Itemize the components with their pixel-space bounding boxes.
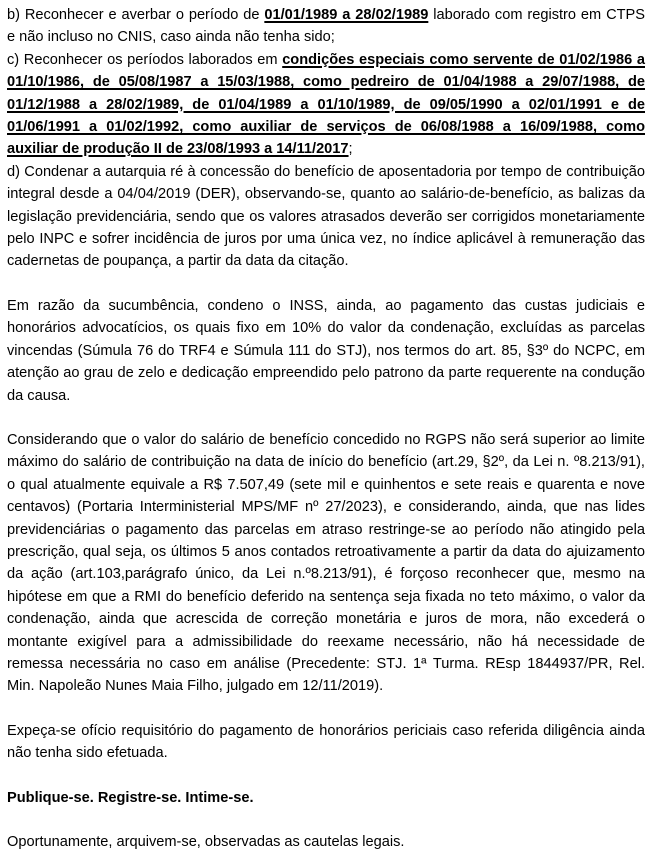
item-b-paragraph [7,4,645,49]
arquive-paragraph: Oportunamente, arquivem-se, observadas as cautelas legais. [7,834,405,850]
item-c-intro: c) Reconhecer os períodos laborados em [7,51,283,68]
item-b-period-highlight: 01/01/1989 a 28/02/1989 [264,7,429,23]
oficio-paragraph: Expeça-se ofício requisitório do pagamento de honorários periciais caso referida diligência ainda não tenha sido efetuada. [7,722,645,762]
item-b-rest: laborado com registro em CTPS e não incluso no CNIS, caso ainda não tenha sido; [7,7,645,46]
item-d-paragraph: d) Condenar a autarquia ré à concessão do benefício de aposentadoria por tempo de contribuição integral desde a 04/04/2019 (DER), observando-se, quanto ao salário-de-benefício, as balizas da legislação previdenciária, sendo que os valores atrasados deverão ser corrigidos monetariamente pelo INPC e sofrer incidência de juros por uma única vez, no índice aplicável à remuneração das cadernetas de poupança, a partir da data da citação. [7,163,645,270]
reexame-paragraph: Considerando que o valor do salário de benefício concedido no RGPS não será superior ao limite máximo do salário de contribuição na data de início do benefício (art.29, §2º, da Lei n. º8.213/91), o qual atualmente equivale a R$ 7.507,49 (sete mil e quinhentos e sete reais e quarenta e nove centavos) (Portaria Interministerial MPS/MF nº 27/2023), e considerando, ainda, que nas lides previdenciárias o pagamento das parcelas em atraso restringe-se ao período não atingido pela prescrição, qual seja, os últimos 5 anos contados retroativamente a partir da data do ajuizamento da ação (art.103,parágrafo único, da Lei n.º8.213/91), é forçoso reconhecer que, mesmo na hipótese em que a RMI do benefício deferido na sentença seja fixada no teto máximo, o valor da condenação, ainda que acrescida de correção monetária e juros de mora, não excederá o montante exigível para a admissibilidade do reexame necessário, não há necessidade de remessa necessária no caso em análise (Precedente: STJ. 1ª Turma. REsp 1844937/PR, Rel. Min. Napoleão Nunes Maia Filho, julgado em 12/11/2019). [7,431,645,695]
item-b-intro: b) Reconhecer e averbar o período de [7,7,265,23]
item-c-paragraph [7,49,645,161]
item-c-rest: ; [348,141,353,158]
publique-paragraph: Publique-se. Registre-se. Intime-se. [7,789,254,806]
item-c-periods-highlight: condições especiais como servente de 01/02/1986 a 01/10/1986, de 05/08/1987 a 15/03/1988, como pedreiro de 01/04/1988 a 29/07/1988, de 01/12/1988 a 28/02/1989, de 01/04/1989 a 01/10/1989, de 09/05/1990 a 02/01/1991 e de 01/06/1991 a 01/02/1992, como auxiliar de serviços de 06/08/1988 a 16/09/1988, como auxiliar de produção II de 23/08/1993 a 14/11/2017 [7,51,645,158]
sucumbencia-paragraph: Em razão da sucumbência, condeno o INSS, ainda, ao pagamento das custas judiciais e honorários advocatícios, os quais fixo em 10% do valor da condenação, excluídas as parcelas vincendas (Súmula 76 do TRF4 e Súmula 111 do STJ), nos termos do art. 85, §3º do NCPC, em atenção ao grau de zelo e dedicação empreendido pelo patrono da parte requerente na condução da causa. [7,297,645,404]
